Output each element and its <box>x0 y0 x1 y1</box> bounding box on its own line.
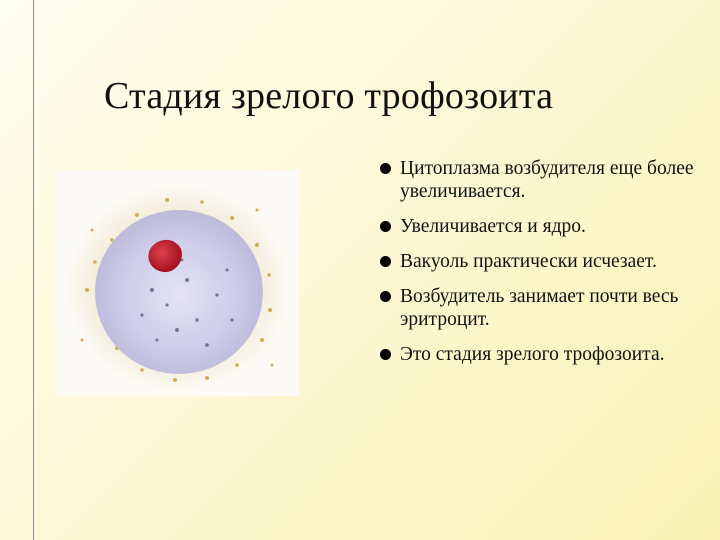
bullet-item <box>380 285 718 331</box>
bullet-text: Вакуоль практически исчезает. <box>400 251 657 272</box>
bullet-dot-icon <box>380 256 391 267</box>
bullet-text: Возбудитель занимает почти весь эритроцит. <box>400 286 679 330</box>
cytoplasm <box>95 210 263 374</box>
bullet-item <box>380 343 718 366</box>
slide-title: Стадия зрелого трофозоита <box>104 75 554 117</box>
bullet-text: Увеличивается и ядро. <box>400 216 586 237</box>
bullet-list <box>380 157 718 378</box>
trophozoite-micrograph <box>57 170 299 396</box>
bullet-item <box>380 250 718 273</box>
left-border-line <box>33 0 34 540</box>
cell-illustration <box>57 170 299 396</box>
bullet-text: Цитоплазма возбудителя еще более увеличивается. <box>400 158 694 202</box>
bullet-item <box>380 215 718 238</box>
bullet-dot-icon <box>380 349 391 360</box>
bullet-text: Это стадия зрелого трофозоита. <box>400 344 665 365</box>
bullet-dot-icon <box>380 163 391 174</box>
bullet-dot-icon <box>380 221 391 232</box>
bullet-item <box>380 157 718 203</box>
bullet-dot-icon <box>380 291 391 302</box>
